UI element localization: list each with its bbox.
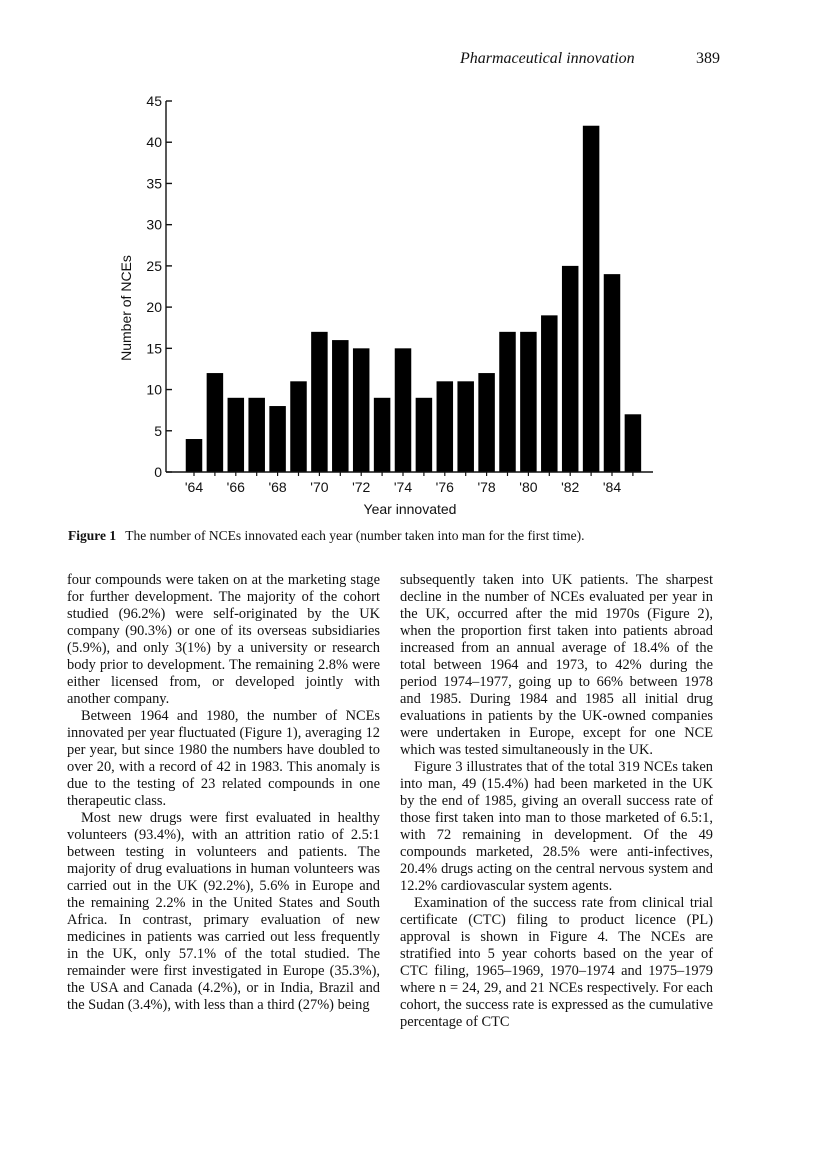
- bar-1977: [457, 381, 474, 472]
- bar-1970: [311, 332, 328, 472]
- x-tick-label: '78: [477, 479, 496, 495]
- bar-1983: [583, 126, 600, 472]
- y-tick-label: 40: [146, 134, 162, 151]
- paragraph: subsequently taken into UK patients. The sharpest decline in the number of NCEs evaluated per year in the UK, occurred after the mid 1970s (Figure 2), when the proportion first taken into patients abroad increased from an annual average of 18.4% of the total between 1964 and 1973, to 42% during the period 1974–1977, going up to 66% between 1978 and 1985. During 1984 and 1985 all initial drug evaluations in patients by the UK-owned companies were undertaken in Europe, except for one NCE which was tested simultaneously in the UK.: [400, 572, 713, 758]
- bar-1975: [416, 398, 433, 472]
- x-tick-label: '82: [561, 479, 580, 495]
- bars: [186, 126, 641, 472]
- x-tick-label: '76: [435, 479, 454, 495]
- bar-1971: [332, 340, 349, 472]
- y-tick-label: 20: [146, 299, 162, 316]
- bar-1979: [499, 332, 516, 472]
- bar-1974: [395, 348, 412, 472]
- y-tick-label: 10: [146, 381, 162, 398]
- bar-1985: [625, 414, 642, 472]
- paragraph: Most new drugs were first evaluated in healthy volunteers (93.4%), with an attrition ratio of 2.5:1 between testing in volunteers and patients. The majority of drug evaluations in human volunteers was carried out in the UK (92.2%), 5.6% in Europe and the remaining 2.2% in the United States and South Africa. In contrast, primary evaluation of new medicines in patients was carried out less frequently in the UK, only 57.1% of the total studied. The remainder were first investigated in Europe (35.3%), the USA and Canada (4.2%), or in India, Brazil and the Sudan (3.4%), with less than a third (27%) being: [67, 810, 380, 1013]
- y-tick-label: 45: [146, 93, 162, 109]
- x-tick-label: '64: [184, 479, 204, 495]
- figure-caption-text: The number of NCEs innovated each year (number taken into man for the first time).: [125, 528, 585, 543]
- page-number: 389: [696, 50, 720, 67]
- right-text-column: [400, 572, 713, 1031]
- left-text-column: [67, 572, 380, 1014]
- figure-1-bar-chart: [110, 88, 670, 520]
- bar-1984: [604, 274, 621, 472]
- y-tick-label: 5: [154, 422, 162, 439]
- x-tick-label: '66: [226, 479, 245, 495]
- bar-1976: [437, 381, 454, 472]
- paragraph: Between 1964 and 1980, the number of NCEs innovated per year fluctuated (Figure 1), averaging 12 per year, but since 1980 the numbers have doubled to over 20, with a record of 42 in 1983. This anomaly is due to the testing of 23 related compounds in one therapeutic class.: [67, 708, 380, 809]
- x-tick-label: '74: [393, 479, 413, 495]
- y-tick-label: 30: [146, 216, 162, 233]
- bar-1980: [520, 332, 537, 472]
- figure-caption: [68, 528, 768, 544]
- y-tick-label: 0: [154, 464, 162, 480]
- x-tick-label: '68: [268, 479, 287, 495]
- figure-caption-label: Figure 1: [68, 528, 117, 543]
- paragraph: Figure 3 illustrates that of the total 319 NCEs taken into man, 49 (15.4%) had been marketed in the UK by the end of 1985, giving an overall success rate of those first taken into man to those marketed of 6.5:1, with 72 remaining in development. Of the 49 compounds marketed, 28.5% were anti-infectives, 20.4% drugs acting on the central nervous system and 12.2% cardiovascular system agents.: [400, 759, 713, 894]
- y-tick-label: 35: [146, 175, 162, 192]
- bar-1981: [541, 315, 558, 472]
- y-tick-label: 15: [146, 340, 162, 357]
- bar-1967: [248, 398, 265, 472]
- bar-1966: [228, 398, 245, 472]
- x-tick-label: '72: [352, 479, 371, 495]
- bar-1982: [562, 266, 579, 472]
- x-tick-label: '70: [310, 479, 329, 495]
- bar-1973: [374, 398, 391, 472]
- y-axis: [146, 93, 172, 480]
- running-head-title: Pharmaceutical innovation: [460, 50, 635, 67]
- bar-1969: [290, 381, 307, 472]
- bar-1968: [269, 406, 286, 472]
- x-axis-label: Year innovated: [363, 501, 457, 517]
- x-tick-label: '84: [602, 479, 622, 495]
- bar-1965: [207, 373, 224, 472]
- x-axis: [166, 472, 653, 495]
- bar-1978: [478, 373, 495, 472]
- bar-1964: [186, 439, 203, 472]
- y-tick-label: 25: [146, 257, 162, 274]
- bar-1972: [353, 348, 370, 472]
- paragraph: four compounds were taken on at the marketing stage for further development. The majority of the cohort studied (96.2%) were self-originated by the UK company (90.3%) or one of its overseas subsidiaries (5.9%), and only 3(1%) by a university or research body prior to development. The remaining 2.8% were either licensed from, or developed jointly with another company.: [67, 572, 380, 707]
- paragraph: Examination of the success rate from clinical trial certificate (CTC) filing to product licence (PL) approval is shown in Figure 4. The NCEs are stratified into 5 year cohorts based on the year of CTC filing, 1965–1969, 1970–1974 and 1975–1979 where n = 24, 29, and 21 NCEs respectively. For each cohort, the success rate is expressed as the cumulative percentage of CTC: [400, 895, 713, 1030]
- y-axis-label: Number of NCEs: [118, 255, 134, 361]
- x-tick-label: '80: [519, 479, 538, 495]
